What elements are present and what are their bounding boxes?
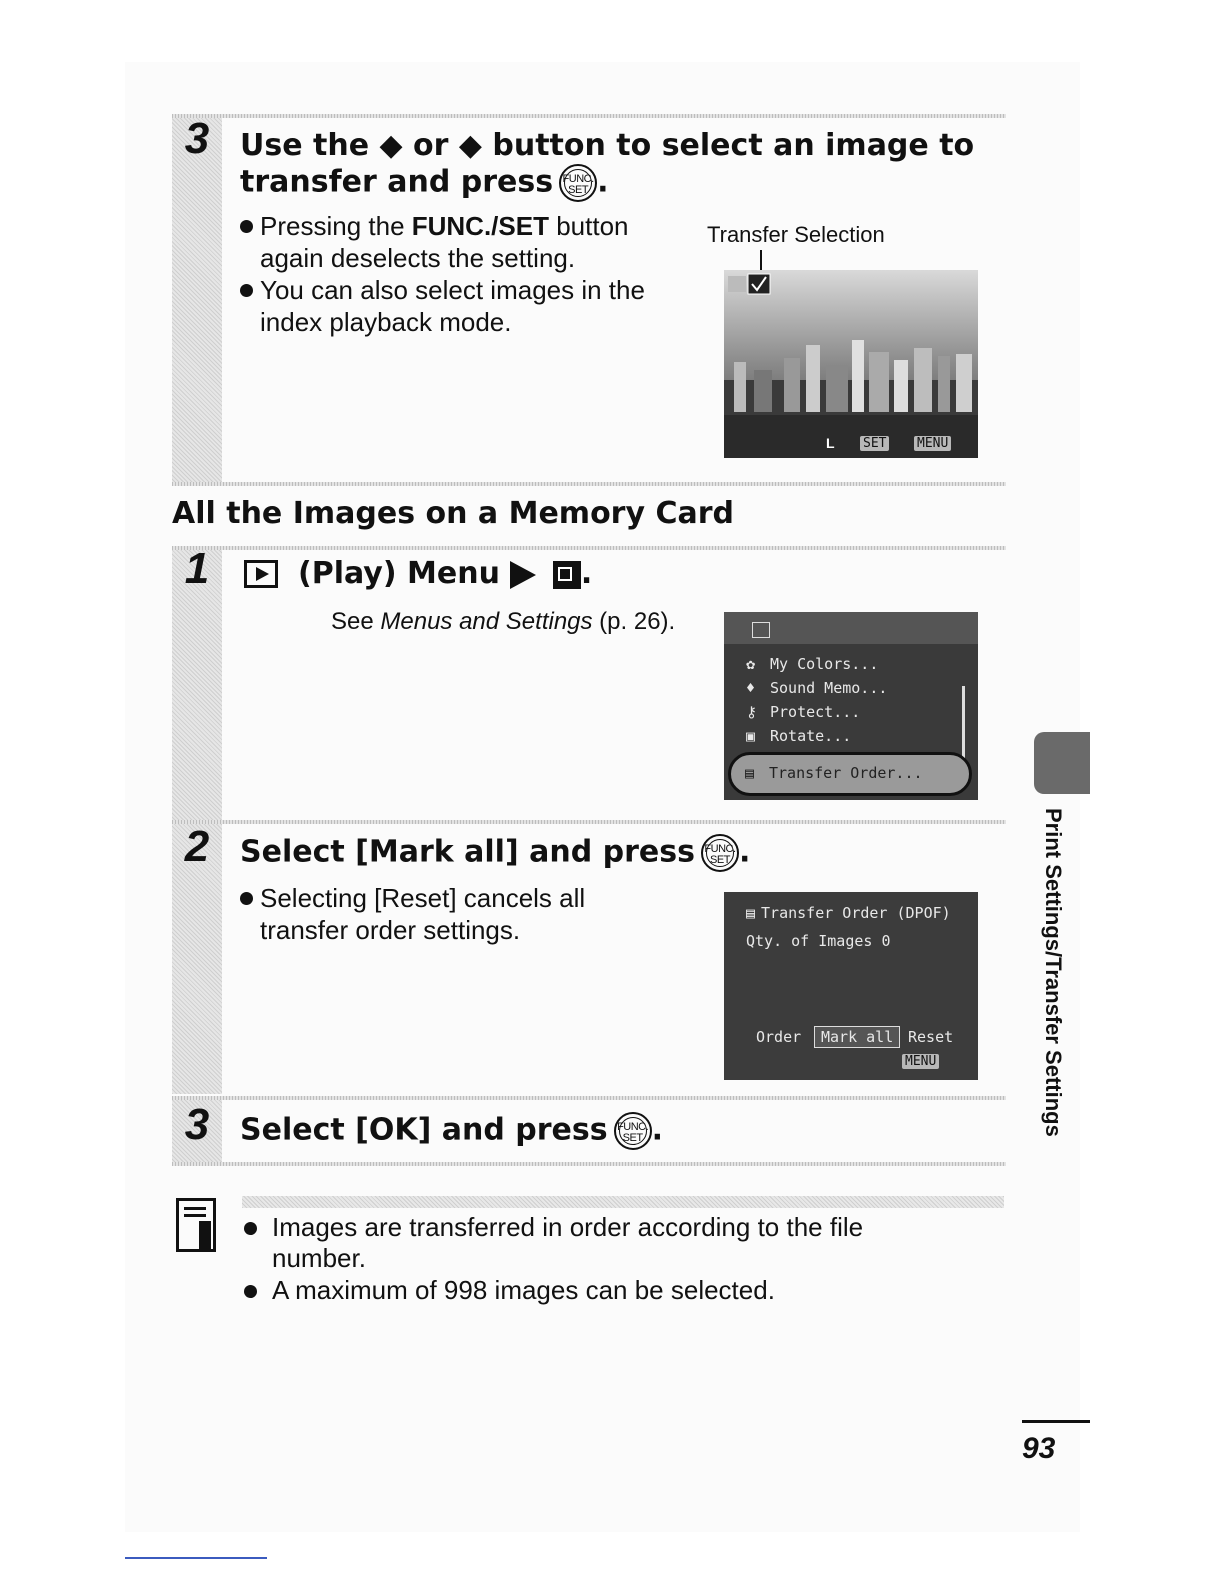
step-heading-line2: transfer and press FUNC. SET .	[240, 164, 1010, 202]
step-heading: (Play) Menu .	[244, 556, 744, 592]
menu-list	[746, 652, 887, 748]
menu-item-transfer-order: ▤ Transfer Order...	[745, 764, 923, 782]
menu-item-sound-memo: ♦ Sound Memo...	[746, 679, 888, 697]
step-number: 3	[184, 114, 210, 163]
page-number: 93	[1022, 1432, 1056, 1465]
step-heading-line2-text: transfer and press	[240, 164, 554, 200]
lcd-qty: Qty. of Images 0	[746, 932, 891, 950]
step-heading: Select [OK] and press FUNC. SET .	[240, 1112, 840, 1150]
step-divider	[172, 820, 1006, 824]
footer-link-underline	[125, 1557, 267, 1559]
chapter-label-text: Print Settings/Transfer Settings	[1041, 808, 1066, 1137]
step-heading-text: Select [Mark all] and press	[240, 834, 695, 870]
highlighted-menu-item	[728, 752, 972, 796]
step-divider	[172, 114, 1006, 118]
step-number: 1	[184, 544, 210, 593]
city-skyline-image	[724, 270, 978, 458]
camera-screen-transfer-selection	[724, 270, 978, 458]
step-divider	[172, 1096, 1006, 1100]
lcd-title: ▤ Transfer Order (DPOF)	[746, 904, 951, 922]
lcd-order-label: Order	[756, 1028, 802, 1046]
step-divider	[172, 546, 1006, 550]
bullet-item: Selecting [Reset] cancels all transfer order settings.	[240, 882, 660, 946]
screenshot-caption: Transfer Selection	[707, 222, 885, 247]
step-heading-text: Select [OK] and press	[240, 1112, 608, 1148]
play-menu-icon	[244, 560, 278, 588]
bullet-item: You can also select images in the index playback mode.	[240, 274, 690, 338]
arrow-right-icon	[510, 561, 536, 589]
memo-note-icon	[176, 1198, 216, 1252]
play-tab-icon	[752, 622, 770, 638]
menu-item-rotate: ▣ Rotate...	[746, 727, 852, 745]
note-item: Images are transferred in order according to the file number.	[244, 1212, 924, 1274]
note-list	[244, 1212, 924, 1306]
lcd-mark-all-option: Mark all	[814, 1026, 900, 1048]
camera-screen-play-menu	[724, 612, 978, 800]
lcd-menu-label: MENU	[914, 436, 951, 451]
menu-scrollbar	[962, 686, 965, 766]
bullet-item: Pressing the FUNC./SET button again deselects the setting.	[240, 210, 690, 274]
step-heading	[240, 128, 1010, 202]
lcd-reset-option: Reset	[908, 1028, 954, 1046]
page-number-rule	[1022, 1420, 1090, 1423]
see-reference: See Menus and Settings (p. 26).	[331, 608, 676, 635]
step-heading-line1: Use the ◆ or ◆ button to select an image to	[240, 128, 975, 163]
step-number: 2	[184, 822, 210, 871]
chapter-tab	[1034, 732, 1090, 794]
func-set-button-icon: FUNC. SET	[559, 164, 597, 202]
lcd-menu-label: MENU	[902, 1054, 939, 1069]
lcd-set-label: SET	[860, 436, 889, 451]
menu-item-my-colors: ✿ My Colors...	[746, 655, 879, 673]
step-bullets	[240, 210, 690, 338]
step-divider	[172, 1162, 1006, 1166]
func-set-button-icon: FUNC. SET	[701, 834, 739, 872]
image-size-indicator: L	[826, 435, 835, 451]
step-bullets	[240, 882, 660, 946]
menu-item-protect: ⚷ Protect...	[746, 703, 861, 721]
step-number: 3	[184, 1100, 210, 1149]
step-band	[172, 118, 222, 484]
note-header-band	[242, 1196, 1004, 1208]
step-divider	[172, 482, 1006, 486]
chapter-label	[1030, 808, 1070, 1228]
camera-screen-transfer-order	[724, 892, 978, 1080]
step-heading: Select [Mark all] and press FUNC. SET .	[240, 834, 840, 872]
func-set-button-icon: FUNC. SET	[614, 1112, 652, 1150]
note-item: A maximum of 998 images can be selected.	[244, 1275, 924, 1306]
transfer-order-icon	[553, 561, 581, 589]
section-title: All the Images on a Memory Card	[172, 496, 735, 531]
step-heading-text: (Play) Menu	[298, 556, 500, 591]
